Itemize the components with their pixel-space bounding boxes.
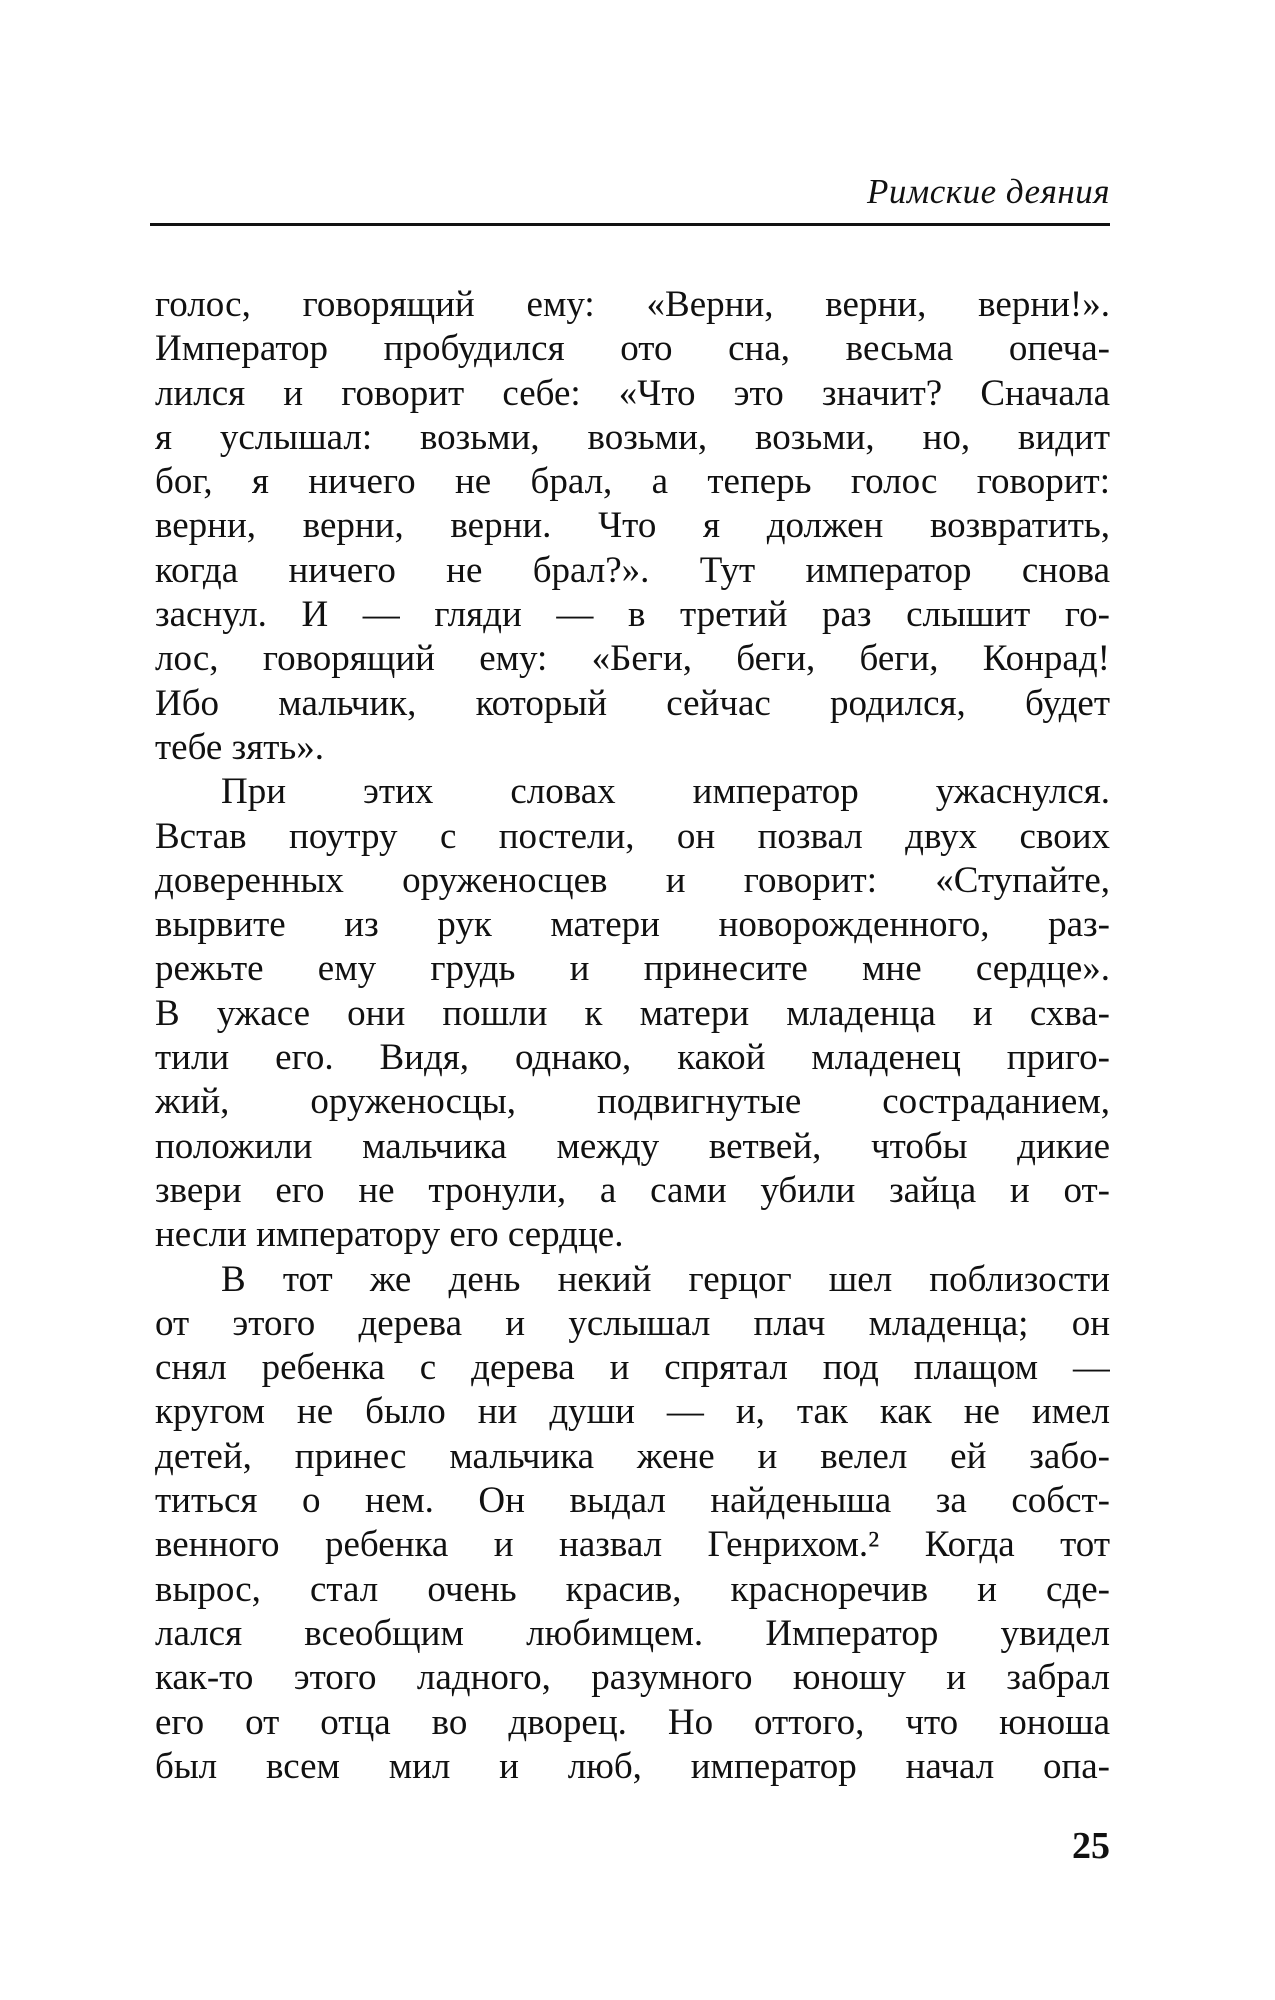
text-line: тили его. Видя, однако, какой младенец приго- [155,1037,1110,1079]
text-line: снял ребенка с дерева и спрятал под плащом — [155,1347,1110,1389]
text-line: несли императору его сердце. [155,1214,624,1256]
text-line: В ужасе они пошли к матери младенца и схва- [155,992,1110,1034]
text-line: венного ребенка и назвал Генрихом.² Когда тот [155,1524,1110,1566]
text-line: лился и говорит себе: «Что это значит? Сначала [155,372,1110,414]
text-line: от этого дерева и услышал плач младенца; он [155,1302,1110,1344]
text-line: был всем мил и люб, император начал опа- [155,1745,1110,1787]
paragraph-2 [155,770,1110,1257]
text-line: положили мальчика между ветвей, чтобы дикие [155,1125,1110,1167]
text-line: бог, я ничего не брал, а теперь голос говорит: [155,461,1110,503]
text-line: вырос, стал очень красив, красноречив и сде- [155,1568,1110,1610]
paragraph-1 [155,283,1110,770]
text-line: режьте ему грудь и принесите мне сердце». [155,948,1110,990]
text-line: доверенных оруженосцев и говорит: «Ступайте, [155,859,1110,901]
text-line: голос, говорящий ему: «Верни, верни, верни!». [155,284,1110,325]
text-line: когда ничего не брал?». Тут император снова [155,549,1110,591]
body-text [155,283,1110,1789]
header-rule [150,223,1110,226]
text-line: Ибо мальчик, который сейчас родился, будет [155,682,1110,724]
text-line: кругом не было ни души — и, так как не имел [155,1391,1110,1433]
text-line: жий, оруженосцы, подвигнутые состраданием, [155,1081,1110,1123]
text-line: его от отца во дворец. Но оттого, что юноша [155,1701,1110,1743]
text-line: я услышал: возьми, возьми, возьми, но, видит [155,416,1110,458]
paragraph-3 [155,1258,1110,1790]
text-line: Встав поутру с постели, он позвал двух своих [155,815,1110,857]
text-line: В тот же день некий герцог шел поблизости [221,1258,1110,1300]
text-line: как-то этого ладного, разумного юношу и забрал [155,1657,1110,1699]
text-line: детей, принес мальчика жене и велел ей забо- [155,1435,1110,1477]
text-line: При этих словах император ужаснулся. [221,771,1110,813]
text-line: звери его не тронули, а сами убили зайца и от- [155,1169,1110,1211]
text-line: лался всеобщим любимцем. Император увидел [155,1612,1110,1654]
text-line: лос, говорящий ему: «Беги, беги, беги, Конрад! [155,638,1110,680]
running-title: Римские деяния [867,172,1110,211]
text-line: вырвите из рук матери новорожденного, раз- [155,904,1110,946]
text-line: тебе зять». [155,726,325,768]
page-number: 25 [1072,1825,1110,1867]
text-line: верни, верни, верни. Что я должен возвратить, [155,505,1110,547]
text-line: Император пробудился ото сна, весьма опеча- [155,328,1110,370]
text-line: титься о нем. Он выдал найденыша за собст- [155,1480,1110,1522]
text-line: заснул. И — гляди — в третий раз слышит го- [155,594,1110,636]
